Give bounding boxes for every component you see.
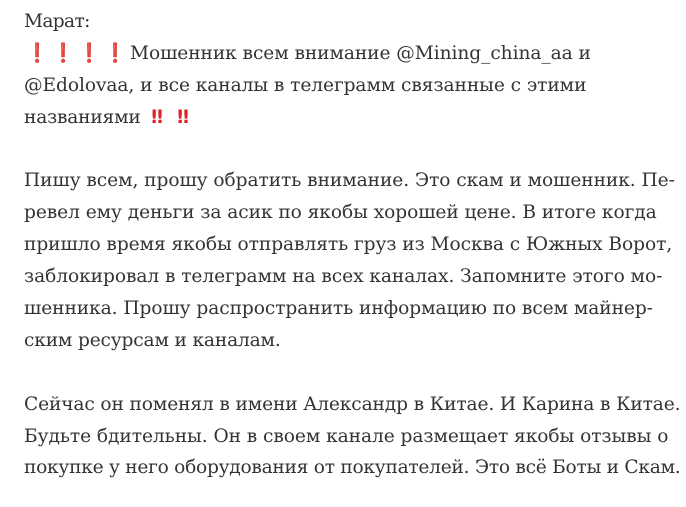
- para3-line: Будьте бдительны. Он в своем канале размещает якобы отзывы о: [24, 425, 669, 447]
- para1-line1: [24, 38, 684, 70]
- double-exclamation-icon: ‼: [151, 106, 160, 128]
- para3-line: покупке у него оборудования от покупателей. Это всё Боты и Скам.: [24, 457, 681, 479]
- para2-line: пришло время якобы отправлять груз из Москва с Южных Ворот,: [24, 234, 673, 256]
- para2-line: заблокировал в телеграмм на всех каналах. Запомните этого мо-: [24, 266, 663, 288]
- para1-line3: [24, 102, 684, 134]
- exclamation-icon: ❗: [51, 42, 75, 64]
- message-body: [24, 6, 684, 484]
- exclamation-icon: ❗: [77, 42, 101, 64]
- double-exclamation-icon: ‼: [177, 106, 186, 128]
- para2-line: ским ресурсам и каналам.: [24, 329, 281, 351]
- para1-line3-text: названиями: [24, 106, 141, 128]
- para2-line: Пишу всем, прошу обратить внимание. Это скам и мошенник. Пе-: [24, 170, 675, 192]
- para2-line: ревел ему деньги за асик по якобы хорошей цене. В итоге когда: [24, 202, 657, 224]
- author-name: Марат:: [24, 11, 90, 32]
- exclamation-icon: ❗: [103, 42, 127, 64]
- para1-line1-text: Мошенник всем внимание @Mining_china_aa и: [130, 42, 591, 64]
- para3-line: Сейчас он поменял в имени Александр в Китае. И Карина в Китае.: [24, 393, 681, 415]
- exclamation-icon: ❗: [25, 42, 49, 64]
- para1-line2: @Edolovaa, и все каналы в телеграмм связанные с этими: [24, 74, 587, 96]
- para2-line: шенника. Прошу распространить информацию по всем майнер-: [24, 298, 653, 320]
